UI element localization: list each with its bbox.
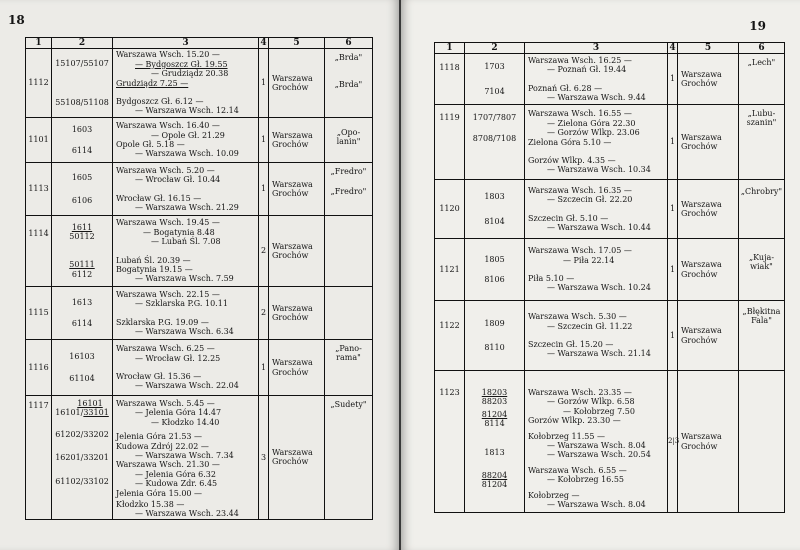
right-page bbox=[401, 0, 800, 550]
route-line: Kudowa Zdrój 22.02 — bbox=[116, 441, 209, 451]
route bbox=[525, 180, 668, 239]
column-header: 4 bbox=[260, 37, 267, 48]
route-line: — Poznań Gł. 19.44 bbox=[547, 65, 627, 75]
train-names bbox=[325, 118, 373, 163]
class: 1 bbox=[259, 163, 269, 216]
route-line: — Warszawa Wsch. 10.24 bbox=[547, 283, 651, 293]
route-line: — Gorzów Wlkp. 6.58 bbox=[547, 397, 635, 407]
route bbox=[113, 287, 259, 340]
train-name: „Sudety" bbox=[330, 400, 367, 409]
route-line: Szczecin Gł. 5.10 — bbox=[528, 213, 609, 223]
route-line: Wrocław Gł. 16.15 — bbox=[116, 193, 202, 203]
column-header: 1 bbox=[26, 38, 52, 49]
train-numbers bbox=[52, 49, 113, 118]
column-header: 6 bbox=[739, 43, 785, 54]
train-number: 1813 bbox=[484, 447, 505, 457]
train-number: 1613 bbox=[71, 298, 93, 307]
class: 1 bbox=[259, 118, 269, 163]
page-number: 18 bbox=[8, 13, 25, 27]
train-numbers bbox=[465, 180, 525, 239]
column-header: 4 bbox=[669, 42, 676, 53]
train-names bbox=[325, 49, 373, 118]
train-number: 1809 bbox=[484, 318, 505, 328]
station: Warszawa Grochów bbox=[269, 163, 325, 216]
route-line: — Warszawa Wsch. 20.54 bbox=[547, 450, 651, 460]
train-number: 61102/33102 bbox=[55, 476, 109, 486]
train-number: 6112 bbox=[71, 269, 93, 279]
station: Warszawa Grochów bbox=[269, 340, 325, 396]
table-row bbox=[26, 396, 373, 520]
table-row bbox=[435, 180, 785, 239]
train-name: „Kuja- wiak" bbox=[748, 253, 775, 272]
route-line: Kołobrzeg 11.55 — bbox=[528, 431, 605, 441]
column-header: 5 bbox=[678, 43, 739, 54]
station: Warszawa Grochów bbox=[678, 371, 739, 513]
train-number: 1611 bbox=[71, 223, 93, 232]
route-line: — Warszawa Wsch. 6.34 bbox=[135, 326, 234, 336]
row-id: 1112 bbox=[26, 49, 52, 118]
route-line: — Warszawa Wsch. 8.04 bbox=[547, 441, 646, 451]
train-number: 1605 bbox=[71, 173, 93, 182]
train-names bbox=[325, 287, 373, 340]
route-line: — Kłodzko 14.40 bbox=[151, 417, 220, 427]
class: 1 bbox=[668, 301, 678, 371]
route-line: — Kołobrzeg 7.50 bbox=[563, 406, 635, 416]
station: Warszawa Grochów bbox=[269, 287, 325, 340]
train-name: „Lech" bbox=[747, 58, 776, 67]
row-id: 1101 bbox=[26, 118, 52, 163]
train-number: 1805 bbox=[484, 254, 505, 264]
table-row bbox=[26, 49, 373, 118]
column-header: 5 bbox=[269, 38, 325, 49]
column-header: 6 bbox=[325, 38, 373, 49]
column-header: 2 bbox=[465, 43, 525, 54]
train-numbers bbox=[465, 54, 525, 105]
route-line: — Warszawa Wsch. 12.14 bbox=[135, 106, 239, 116]
train-numbers bbox=[52, 163, 113, 216]
route-line: — Jelenia Góra 14.47 bbox=[135, 408, 222, 418]
train-number: 1707/7807 bbox=[472, 113, 517, 122]
train-number: 1603 bbox=[71, 125, 93, 134]
train-name: „Lubu- szanin" bbox=[746, 109, 777, 128]
route-line: — Warszawa Wsch. 10.34 bbox=[547, 165, 651, 175]
train-number: 6114 bbox=[71, 145, 93, 155]
route-line: Warszawa Wsch. 16.35 — bbox=[528, 185, 632, 195]
route-line: — Wrocław Gł. 12.25 bbox=[135, 353, 221, 363]
table-row bbox=[26, 287, 373, 340]
train-number: 81204 bbox=[481, 409, 508, 419]
class: 1 bbox=[668, 239, 678, 301]
train-name: „Opo- lanin" bbox=[336, 128, 361, 147]
table-row bbox=[26, 340, 373, 396]
table-row bbox=[435, 301, 785, 371]
train-number: 16101 bbox=[77, 399, 103, 408]
table-row bbox=[435, 54, 785, 105]
route-line: — Warszawa Wsch. 8.04 bbox=[547, 500, 646, 510]
train-numbers bbox=[465, 239, 525, 301]
header-row bbox=[26, 38, 373, 49]
route-line: — Szczecin Gł. 22.20 bbox=[547, 195, 633, 205]
class: 1 bbox=[259, 49, 269, 118]
train-number: 88203 bbox=[481, 397, 508, 407]
route bbox=[525, 239, 668, 301]
route-line: Lubań Śl. 20.39 — bbox=[116, 255, 191, 265]
route-line: — Warszawa Wsch. 10.44 bbox=[547, 222, 651, 232]
route-line: — Warszawa Wsch. 7.59 bbox=[135, 274, 234, 284]
train-names bbox=[739, 180, 785, 239]
route-line: Warszawa Wsch. 19.45 — bbox=[116, 218, 220, 228]
table-row bbox=[435, 239, 785, 301]
route-line: — Warszawa Wsch. 9.44 bbox=[547, 92, 646, 102]
station: Warszawa Grochów bbox=[269, 396, 325, 520]
row-id: 1119 bbox=[435, 105, 465, 180]
route-line: Jelenia Góra 21.53 — bbox=[116, 432, 203, 442]
train-names bbox=[739, 301, 785, 371]
train-number: 8110 bbox=[484, 343, 505, 353]
route-line: — Bogatynia 8.48 bbox=[143, 227, 215, 237]
route-line: Kłodzko 15.38 — bbox=[116, 500, 185, 510]
row-id: 1115 bbox=[26, 287, 52, 340]
class: 1 bbox=[668, 180, 678, 239]
route-line: Warszawa Wsch. 5.30 — bbox=[528, 312, 627, 322]
route-line: Zielona Góra 5.10 — bbox=[528, 137, 612, 147]
train-numbers bbox=[52, 287, 113, 340]
station: Warszawa Grochów bbox=[678, 105, 739, 180]
route-line: Szklarska P.G. 19.09 — bbox=[116, 317, 209, 327]
train-number: 50112 bbox=[69, 232, 95, 242]
table-row bbox=[26, 163, 373, 216]
train-name: „Fredro" bbox=[330, 167, 367, 176]
route-line: — Jelenia Góra 6.32 bbox=[135, 469, 216, 479]
row-id: 1122 bbox=[435, 301, 465, 371]
route-line: — Warszawa Wsch. 23.44 bbox=[135, 509, 239, 519]
class: 1 bbox=[668, 105, 678, 180]
route-line: — Szczecin Gł. 11.22 bbox=[547, 321, 633, 331]
train-name: „Brda" bbox=[334, 53, 363, 62]
route-line: Warszawa Wsch. 23.35 — bbox=[528, 388, 632, 397]
route-line: — Lubań Śl. 7.08 bbox=[151, 237, 221, 247]
class: 1 bbox=[668, 54, 678, 105]
station: Warszawa Grochów bbox=[678, 180, 739, 239]
route-line: — Warszawa Wsch. 22.04 bbox=[135, 381, 239, 391]
table-row bbox=[26, 118, 373, 163]
station: Warszawa Grochów bbox=[678, 54, 739, 105]
route-line: Grudziądz 7.25 — bbox=[116, 78, 189, 88]
row-id: 1116 bbox=[26, 340, 52, 396]
route-line: Szczecin Gł. 15.20 — bbox=[528, 340, 614, 349]
train-number: 1803 bbox=[484, 192, 505, 201]
row-id: 1114 bbox=[26, 216, 52, 287]
route-line: Opole Gł. 5.18 — bbox=[116, 140, 185, 149]
station: Warszawa Grochów bbox=[269, 118, 325, 163]
train-number: 50111 bbox=[69, 260, 95, 270]
route-line: Kołobrzeg — bbox=[528, 490, 580, 500]
timetable bbox=[25, 37, 373, 520]
train-number: 81204 bbox=[481, 480, 508, 490]
route-line: Warszawa Wsch. 17.05 — bbox=[528, 246, 632, 256]
route-line: — Piła 22.14 bbox=[563, 255, 615, 265]
route-line: Poznań Gł. 6.28 — bbox=[528, 83, 603, 93]
route-line: — Opole Gł. 21.29 bbox=[151, 130, 225, 140]
table-row bbox=[435, 105, 785, 180]
row-id: 1118 bbox=[435, 54, 465, 105]
train-number: 16103 bbox=[69, 351, 95, 361]
train-number: 8114 bbox=[484, 419, 505, 429]
route-line: Bydgoszcz Gł. 6.12 — bbox=[116, 96, 204, 106]
route-line: — Warszawa Wsch. 21.14 bbox=[547, 349, 651, 359]
class: 3 bbox=[259, 396, 269, 520]
train-numbers bbox=[52, 340, 113, 396]
route-line: — Warszawa Wsch. 10.09 bbox=[135, 149, 239, 159]
train-number: 6114 bbox=[71, 318, 93, 328]
train-numbers bbox=[465, 371, 525, 513]
page-number: 19 bbox=[749, 19, 766, 33]
route bbox=[525, 301, 668, 371]
route-line: Wrocław Gł. 15.36 — bbox=[116, 372, 202, 381]
row-id: 1123 bbox=[435, 371, 465, 513]
route-line: Warszawa Wsch. 6.55 — bbox=[528, 465, 627, 475]
station: Warszawa Grochów bbox=[269, 216, 325, 287]
station: Warszawa Grochów bbox=[678, 239, 739, 301]
route-line: Piła 5.10 — bbox=[528, 274, 575, 283]
column-header: 3 bbox=[113, 38, 259, 49]
route-line: Warszawa Wsch. 5.45 — bbox=[116, 399, 215, 408]
route-line: Warszawa Wsch. 16.40 — bbox=[116, 121, 220, 131]
train-name: „Chrobry" bbox=[740, 187, 783, 196]
train-names bbox=[739, 54, 785, 105]
train-number: 8104 bbox=[484, 216, 505, 226]
left-page bbox=[0, 0, 399, 550]
train-numbers bbox=[465, 105, 525, 180]
train-names bbox=[739, 371, 785, 513]
train-names bbox=[739, 105, 785, 180]
timetable bbox=[434, 42, 785, 513]
route-line: — Gorzów Wlkp. 23.06 bbox=[547, 128, 640, 138]
train-name: „Brda" bbox=[334, 80, 363, 90]
route-line: — Warszawa Wsch. 21.29 bbox=[135, 202, 239, 212]
row-id: 1117 bbox=[26, 396, 52, 520]
train-names bbox=[739, 239, 785, 301]
train-names bbox=[325, 216, 373, 287]
train-number: 1703 bbox=[484, 62, 505, 71]
class: 2 bbox=[259, 287, 269, 340]
train-number: 7104 bbox=[484, 86, 505, 96]
row-id: 1120 bbox=[435, 180, 465, 239]
row-id: 1121 bbox=[435, 239, 465, 301]
class: 2 bbox=[259, 216, 269, 287]
train-name: „Fredro" bbox=[330, 187, 367, 197]
row-id: 1113 bbox=[26, 163, 52, 216]
class: 2|3 bbox=[668, 371, 678, 513]
route-line: — Wrocław Gł. 10.44 bbox=[135, 175, 221, 185]
train-number: 8106 bbox=[484, 275, 505, 285]
table-row bbox=[435, 371, 785, 513]
route bbox=[113, 163, 259, 216]
train-number: 18203 bbox=[481, 388, 508, 397]
train-name: „Błękitna Fala" bbox=[742, 307, 781, 326]
train-number: 16101/ bbox=[55, 408, 84, 418]
train-names bbox=[325, 340, 373, 396]
route-line: — Kudowa Zdr. 6.45 bbox=[135, 479, 218, 489]
class: 1 bbox=[259, 340, 269, 396]
train-number: 61202/33202 bbox=[55, 429, 109, 439]
route-line: Gorzów Wlkp. 23.30 — bbox=[528, 416, 621, 426]
train-number-fraction bbox=[52, 408, 112, 417]
train-number: 8708/7108 bbox=[472, 134, 517, 144]
route-line: Gorzów Wlkp. 4.35 — bbox=[528, 155, 616, 165]
route bbox=[525, 371, 668, 513]
route bbox=[113, 216, 259, 287]
route bbox=[525, 105, 668, 180]
train-names bbox=[325, 396, 373, 520]
route-line: — Grudziądz 20.38 bbox=[151, 69, 229, 79]
route bbox=[525, 54, 668, 105]
column-header: 1 bbox=[435, 43, 465, 54]
train-names bbox=[325, 163, 373, 216]
train-numbers bbox=[465, 301, 525, 371]
train-number: 88204 bbox=[481, 471, 508, 481]
column-header: 2 bbox=[52, 38, 113, 49]
table-row bbox=[26, 216, 373, 287]
train-name: „Pano- rama" bbox=[335, 344, 362, 363]
route-line: Warszawa Wsch. 6.25 — bbox=[116, 344, 215, 354]
route bbox=[113, 49, 259, 118]
route-line: Warszawa Wsch. 5.20 — bbox=[116, 165, 215, 175]
route-line: Warszawa Wsch. 22.15 — bbox=[116, 289, 220, 299]
train-number: 55108/51108 bbox=[55, 97, 109, 107]
route-line: Warszawa Wsch. 21.30 — bbox=[116, 460, 220, 470]
route bbox=[113, 340, 259, 396]
route-line: — Szklarska P.G. 10.11 bbox=[135, 299, 228, 309]
route bbox=[113, 396, 259, 520]
station: Warszawa Grochów bbox=[678, 301, 739, 371]
train-number: 61104 bbox=[69, 374, 95, 384]
route-line: — Bydgoszcz Gł. 19.55 bbox=[135, 59, 228, 69]
route-line: Warszawa Wsch. 16.55 — bbox=[528, 109, 632, 119]
route-line: Warszawa Wsch. 16.25 — bbox=[528, 55, 632, 65]
route-line: — Warszawa Wsch. 7.34 bbox=[135, 451, 234, 461]
train-numbers bbox=[52, 216, 113, 287]
train-number: 16201/33201 bbox=[55, 453, 109, 463]
header-row bbox=[435, 43, 785, 54]
column-header: 3 bbox=[525, 43, 668, 54]
train-number: 6106 bbox=[71, 195, 93, 205]
train-numbers bbox=[52, 118, 113, 163]
route-line: Jelenia Góra 15.00 — bbox=[116, 488, 203, 498]
route bbox=[113, 118, 259, 163]
route-line: — Kołobrzeg 16.55 bbox=[547, 475, 624, 485]
route-line: — Zielona Góra 22.30 bbox=[547, 118, 636, 128]
train-numbers bbox=[52, 396, 113, 520]
station: Warszawa Grochów bbox=[269, 49, 325, 118]
route-line: Warszawa Wsch. 15.20 — bbox=[116, 50, 220, 60]
route-line: Bogatynia 19.15 — bbox=[116, 264, 193, 274]
train-number: 33101 bbox=[83, 408, 109, 418]
train-number: 15107/55107 bbox=[55, 59, 109, 68]
